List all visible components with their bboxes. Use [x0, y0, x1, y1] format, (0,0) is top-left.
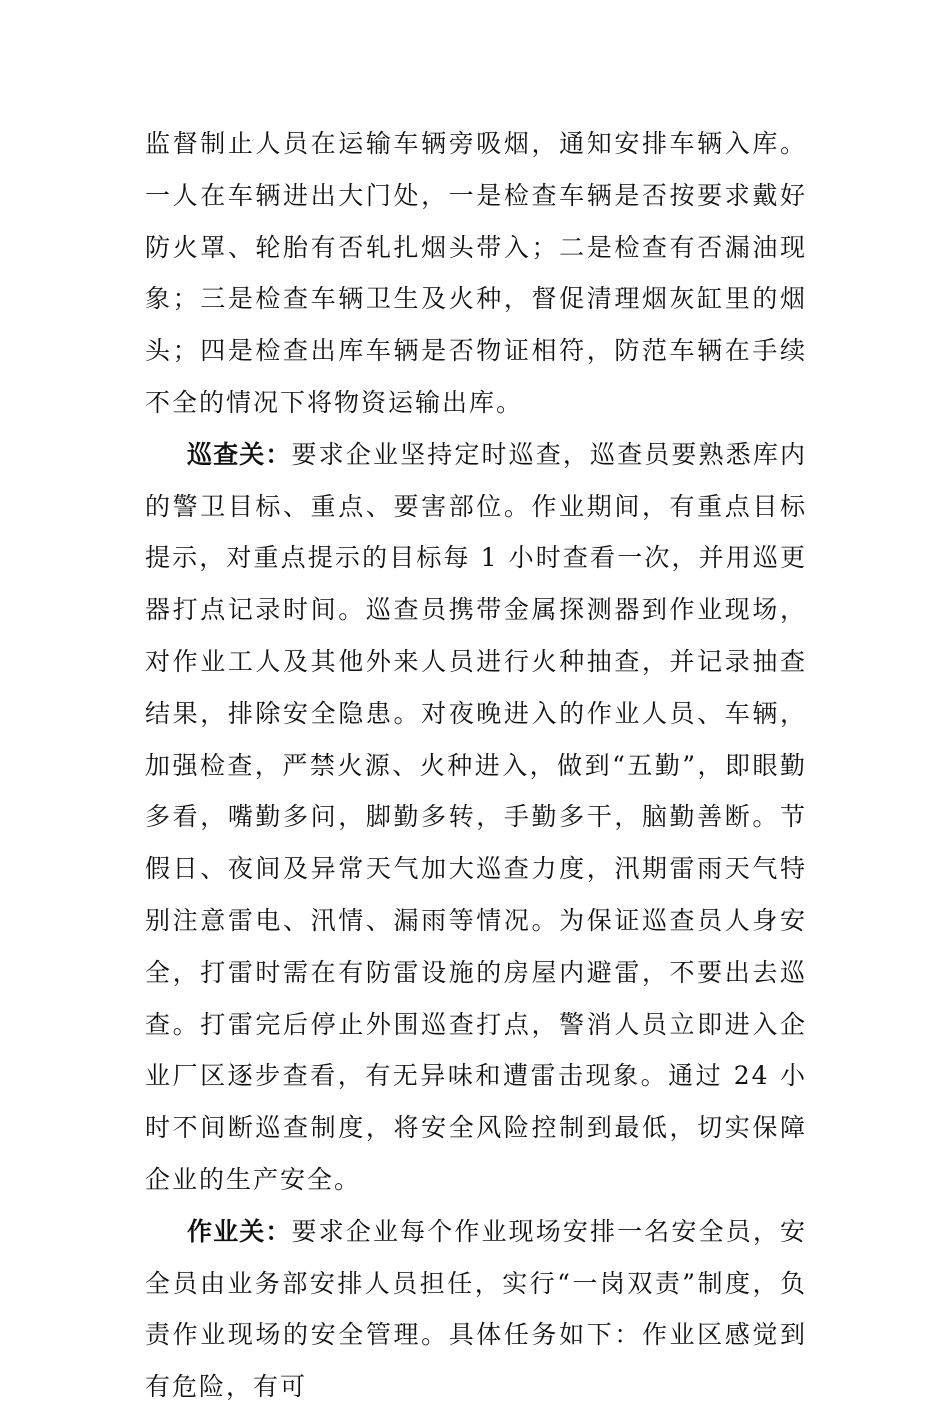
section-heading-patrol: 巡查关：: [187, 439, 292, 469]
paragraph-text: 监督制止人员在运输车辆旁吸烟，通知安排车辆入库。一人在车辆进出大门处，一是检查车辆是否按要求戴好防火罩、轮胎有否轧扎烟头带入；二是检查有否漏油现象；三是检查车辆卫生及火种，督促清理烟灰缸里的烟头；四是检查出库车辆是否物证相符，防范车辆在手续不全的情况下将物资运输出库。: [145, 129, 807, 417]
paragraph-text: 要求企业坚持定时巡查，巡查员要熟悉库内的警卫目标、重点、要害部位。作业期间，有重点目标提示，对重点提示的目标每 1 小时查看一次，并用巡更器打点记录时间。巡查员携带金属探测器到作业现场，对作业工人及其他外来人员进行火种抽查，并记录抽查结果，排除安全隐患。对夜晚进入的作业人员、车辆，加强检查，严禁火源、火种进入，做到“五勤”，即眼勤多看，嘴勤多问，脚勤多转，手勤多干，脑勤善断。节假日、夜间及异常天气加大巡查力度，汛期雷雨天气特别注意雷电、汛情、漏雨等情况。为保证巡查员人身安全，打雷时需在有防雷设施的房屋内避雷，不要出去巡查。打雷完后停止外围巡查打点，警消人员立即进入企业厂区逐步查看，有无异味和遭雷击现象。通过 24 小时不间断巡查制度，将安全风险控制到最低，切实保障企业的生产安全。: [145, 439, 807, 1194]
paragraph-operation: [145, 1206, 807, 1413]
paragraph-patrol: [145, 429, 807, 1206]
paragraph-text: 要求企业每个作业现场安排一名安全员，安全员由业务部安排人员担任，实行“一岗双责”制度，负责作业现场的安全管理。具体任务如下：作业区感觉到有危险，有可: [145, 1216, 807, 1402]
document-body: [145, 118, 807, 1413]
paragraph-vehicle-check: [145, 118, 807, 429]
section-heading-operation: 作业关：: [187, 1216, 292, 1246]
